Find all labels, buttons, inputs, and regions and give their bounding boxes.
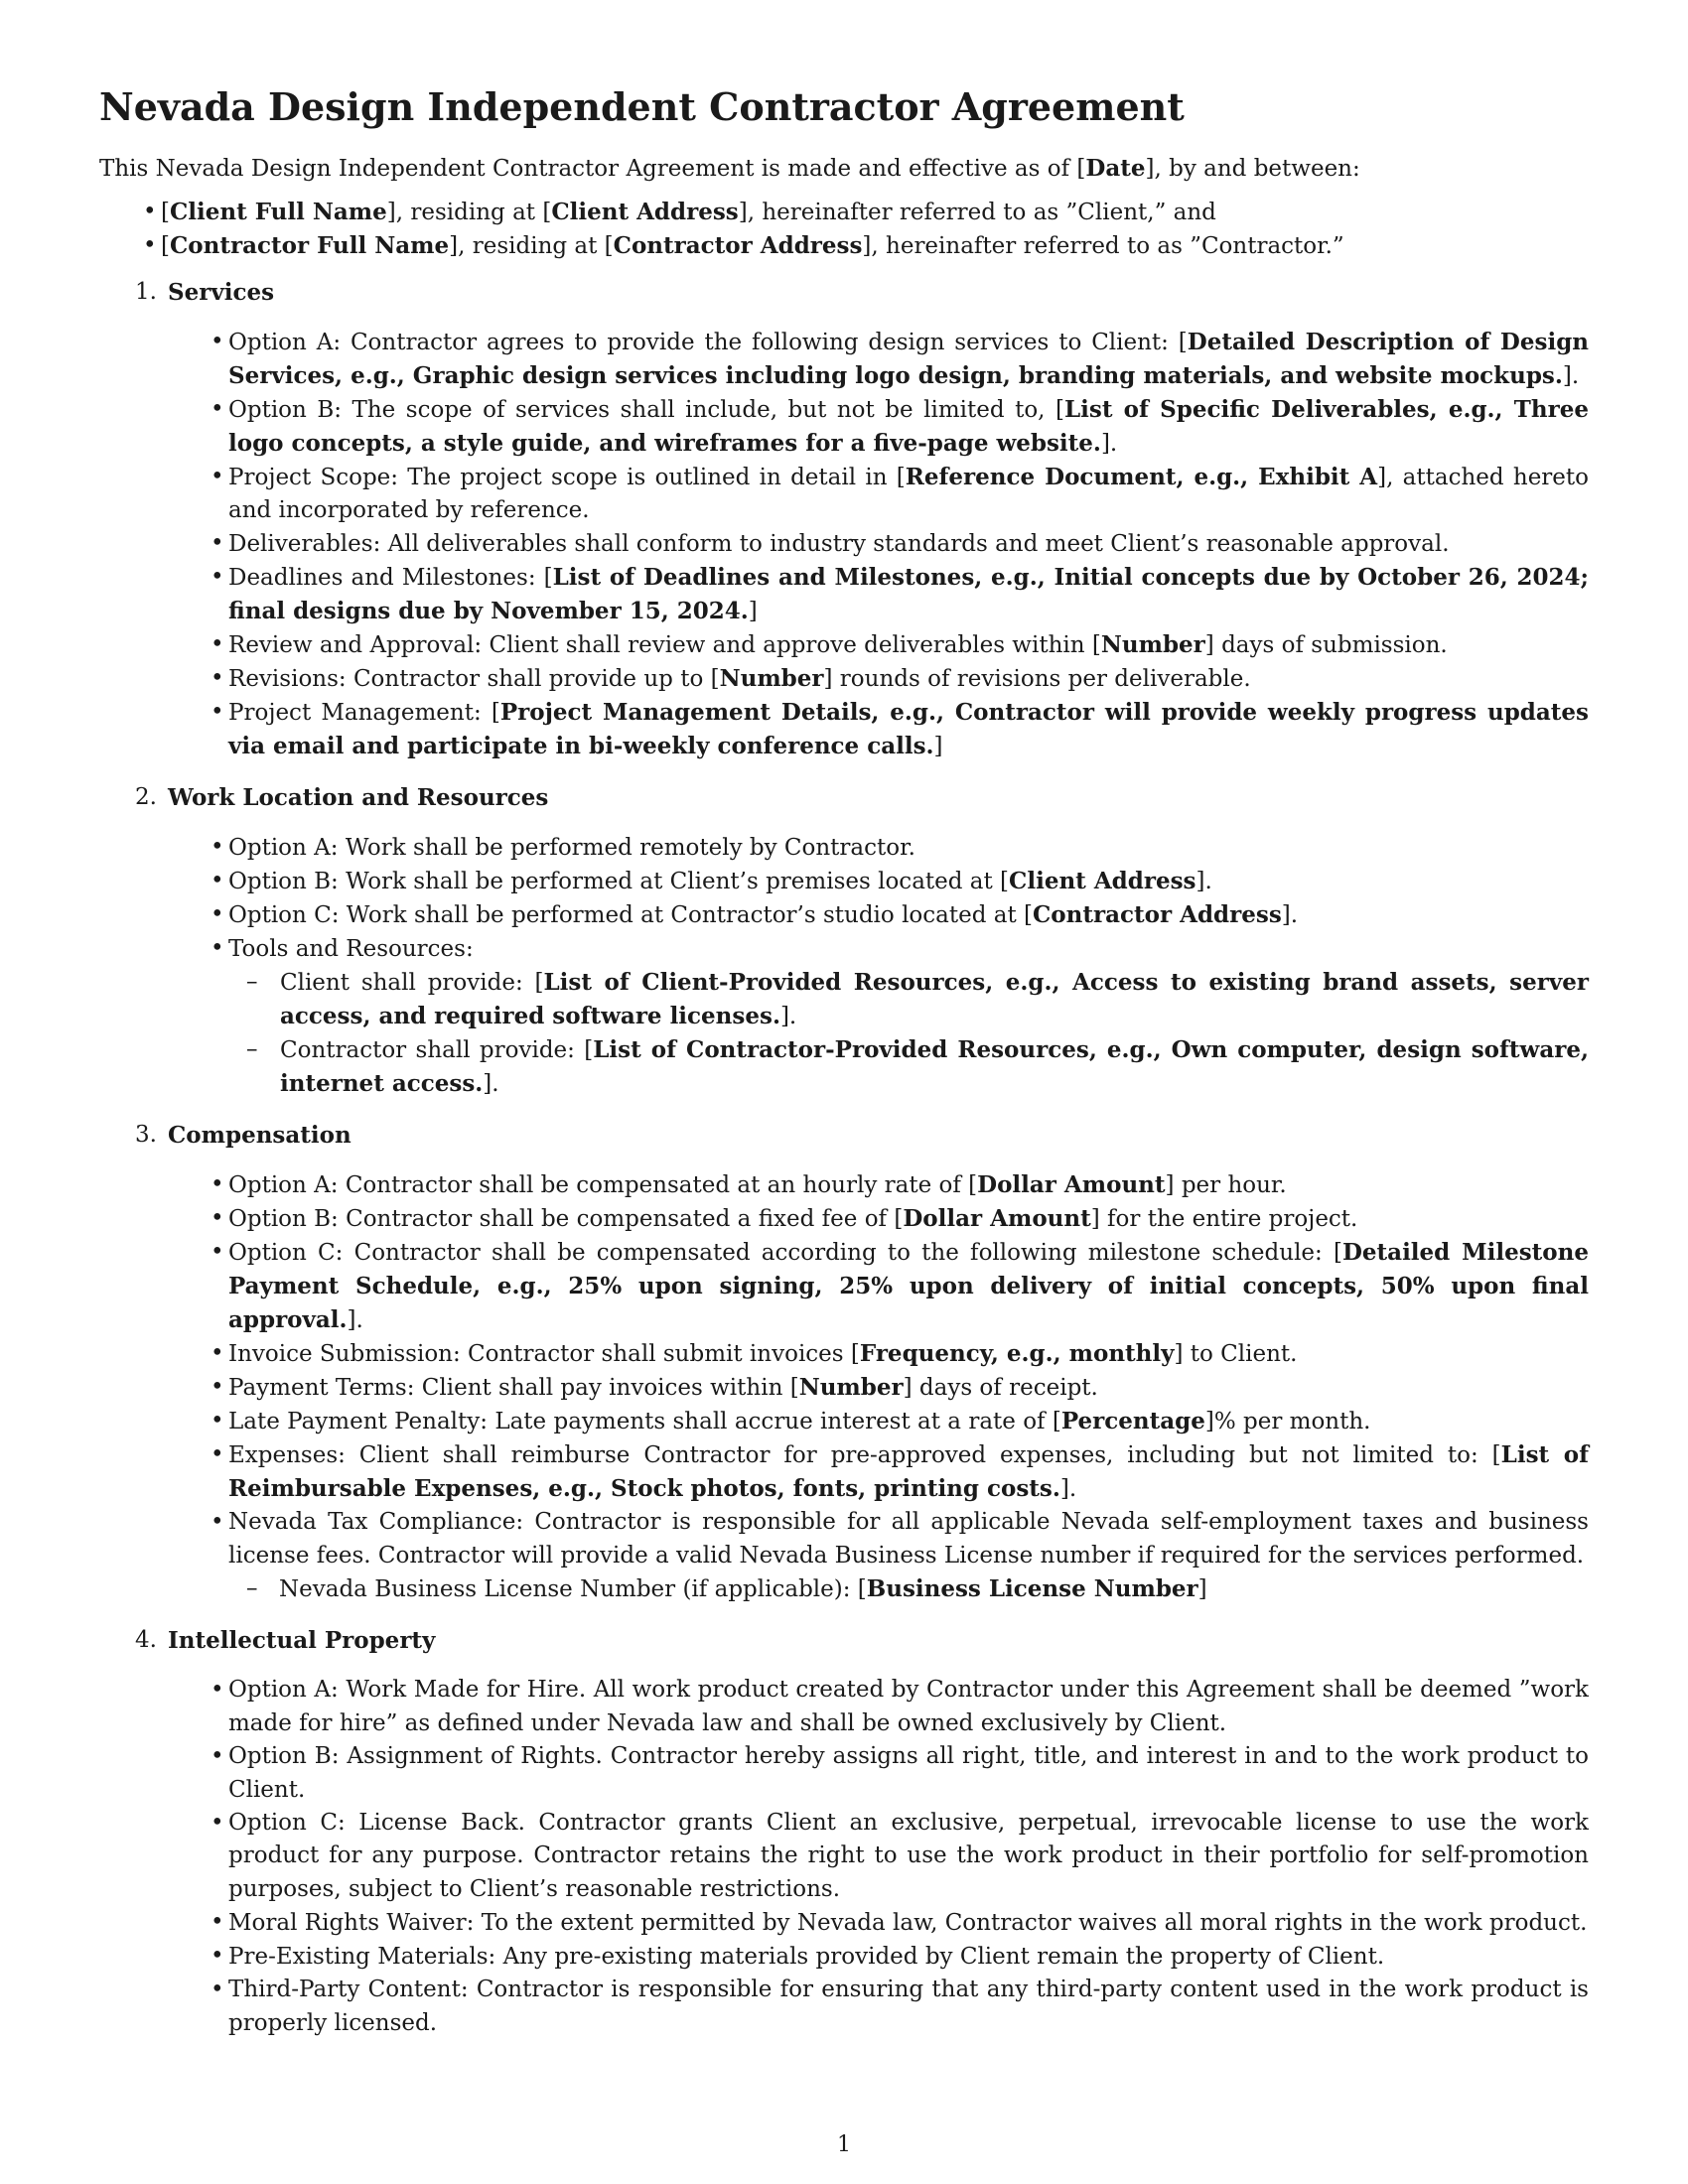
section-heading: [99, 781, 1589, 814]
placeholder-text: List of Client-Provided Resources, e.g., Access to existing brand assets, server access, and required software licenses.: [280, 969, 1589, 1029]
party-contractor: • [Contractor Full Name], residing at [Contractor Address], hereinafter referred to as ”Contractor.”: [99, 229, 1589, 263]
parties-list: [99, 196, 1589, 263]
item-text: Option B: Contractor shall be compensated a fixed fee of [: [228, 1206, 904, 1232]
list-item: [99, 628, 1589, 662]
item-text: Option C: Work shall be performed at Contractor’s studio located at [: [228, 902, 1033, 928]
list-item: [99, 1405, 1589, 1438]
list-item: [99, 1807, 1589, 1906]
section-heading: [99, 1119, 1589, 1152]
party-client: • [Client Full Name], residing at [Client Address], hereinafter referred to as ”Client,” and: [99, 196, 1589, 229]
placeholder-text: Detailed Milestone Payment Schedule, e.g., 25% upon signing, 25% upon delivery of initial concepts, 50% upon final approval.: [228, 1239, 1590, 1333]
list-item: [99, 662, 1589, 696]
item-text: Review and Approval: Client shall review and approve deliverables within [: [228, 632, 1101, 658]
list-item: [99, 831, 1589, 865]
item-text: Invoice Submission: Contractor shall submit invoices [: [228, 1341, 860, 1367]
item-text: Option A: Work Made for Hire. All work product created by Contractor under this Agreement shall be deemed ”work made for hire” as defined under Nevada law and shall be owned exclusively by Client.: [228, 1677, 1589, 1736]
sections-list: [99, 276, 1589, 2040]
section-number: 4.: [135, 1627, 157, 1653]
item-text: Option A: Contractor agrees to provide the following design services to Client: [: [228, 330, 1188, 355]
contractor-address-placeholder: Contractor Address: [613, 232, 863, 259]
document-title: Nevada Design Independent Contractor Agreement: [99, 84, 1185, 129]
placeholder-text: Dollar Amount: [977, 1171, 1166, 1198]
item-text: ], attached hereto and incorporated by reference.: [228, 465, 1589, 523]
placeholder-text: Project Management Details, e.g., Contractor will provide weekly progress updates via email and participate in bi-weekly conference calls.: [228, 699, 1589, 759]
placeholder-text: Dollar Amount: [903, 1205, 1091, 1232]
client-address-placeholder: Client Address: [551, 199, 739, 225]
placeholder-text: Reference Document, e.g., Exhibit A: [905, 464, 1378, 490]
item-text: ].: [1100, 431, 1118, 457]
document-page: [99, 84, 1589, 2058]
section-number: 1.: [135, 279, 157, 305]
placeholder-text: List of Reimbursable Expenses, e.g., Stock photos, fonts, printing costs.: [228, 1441, 1589, 1502]
item-text: ]: [933, 734, 943, 759]
item-text: Deliverables: All deliverables shall conform to industry standards and meet Client’s reasonable approval.: [228, 531, 1450, 557]
item-text: Option C: Contractor shall be compensated according to the following milestone schedule: [: [228, 1240, 1342, 1266]
placeholder-text: Contractor Address: [1033, 901, 1282, 928]
item-text: Nevada Business License Number (if applicable): [: [279, 1576, 867, 1602]
list-item: [99, 1236, 1589, 1337]
placeholder-text: List of Deadlines and Milestones, e.g., Initial concepts due by October 26, 2024; final designs due by November 15, 2024.: [228, 564, 1590, 624]
item-text: Option B: Assignment of Rights. Contractor hereby assigns all right, title, and interest in and to the work product to Client.: [228, 1743, 1589, 1803]
list-item: [99, 696, 1589, 763]
list-item: [99, 932, 1589, 1101]
section-4: [99, 1624, 1589, 2040]
list-item: [228, 1572, 1589, 1606]
item-text: Revisions: Contractor shall provide up to [: [228, 666, 720, 692]
item-text: Project Management: [: [228, 700, 500, 726]
list-item: [99, 1906, 1589, 1940]
section-number: 2.: [135, 784, 157, 810]
client-name-placeholder: Client Full Name: [169, 199, 387, 225]
section-items: [99, 1168, 1589, 1606]
placeholder-text: Number: [798, 1374, 904, 1401]
item-text: ] rounds of revisions per deliverable.: [823, 666, 1251, 692]
placeholder-text: Client Address: [1009, 868, 1196, 894]
section-1: [99, 276, 1589, 763]
section-title: Services: [168, 279, 275, 306]
section-heading: [99, 1624, 1589, 1657]
item-text: Option A: Work shall be performed remotely by Contractor.: [228, 835, 915, 861]
list-item: [99, 1974, 1589, 2040]
section-title: Compensation: [168, 1122, 352, 1149]
item-text: ].: [347, 1307, 363, 1333]
intro-text-after: ], by and between:: [1145, 156, 1360, 182]
item-text: ] for the entire project.: [1090, 1206, 1358, 1232]
item-text: Moral Rights Waiver: To the extent permitted by Nevada law, Contractor waives all moral rights in the work product.: [228, 1910, 1588, 1936]
list-item: [99, 561, 1589, 628]
item-text: ] to Client.: [1174, 1341, 1298, 1367]
placeholder-text: Number: [1100, 631, 1205, 658]
item-text: ]: [1197, 1576, 1207, 1602]
item-text: ].: [1562, 363, 1580, 389]
placeholder-text: Detailed Description of Design Services, e.g., Graphic design services including logo design, branding materials, and website mockups.: [228, 329, 1590, 389]
list-item: [99, 1740, 1589, 1807]
item-text: ] days of receipt.: [903, 1375, 1098, 1401]
placeholder-text: List of Contractor-Provided Resources, e.g., Own computer, design software, internet access.: [280, 1036, 1589, 1097]
item-text: ] per hour.: [1165, 1172, 1287, 1198]
item-text: Expenses: Client shall reimburse Contractor for pre-approved expenses, including but not limited to: [: [228, 1442, 1501, 1468]
section-number: 3.: [135, 1122, 157, 1148]
list-item: [99, 1438, 1589, 1506]
date-placeholder: Date: [1085, 155, 1146, 182]
section-items: [99, 326, 1589, 763]
item-text: Pre-Existing Materials: Any pre-existing materials provided by Client remain the property of Client.: [228, 1944, 1385, 1970]
list-item: [99, 865, 1589, 898]
page-number: 1: [837, 2132, 851, 2157]
item-text: ].: [483, 1071, 499, 1097]
item-text: Option B: Work shall be performed at Client’s premises located at [: [228, 869, 1010, 894]
list-item: [99, 461, 1589, 527]
placeholder-text: List of Specific Deliverables, e.g., Three logo concepts, a style guide, and wireframes for a five-page website.: [228, 396, 1589, 457]
section-items: [99, 1674, 1589, 2040]
item-text: Project Scope: The project scope is outlined in detail in [: [228, 465, 906, 490]
placeholder-text: Frequency, e.g., monthly: [859, 1340, 1175, 1367]
nested-items: [228, 966, 1589, 1101]
list-item: [99, 393, 1589, 461]
section-3: [99, 1119, 1589, 1606]
contractor-name-placeholder: Contractor Full Name: [169, 232, 450, 259]
list-item: [99, 527, 1589, 561]
section-2: [99, 781, 1589, 1101]
section-heading: [99, 276, 1589, 309]
item-text: ] days of submission.: [1204, 632, 1448, 658]
list-item: [99, 326, 1589, 393]
placeholder-text: Percentage: [1060, 1408, 1205, 1434]
list-item: [228, 1033, 1589, 1101]
item-text: Deadlines and Milestones: [: [228, 565, 553, 591]
item-text: Tools and Resources:: [228, 936, 474, 962]
item-text: Contractor shall provide: [: [280, 1037, 594, 1063]
item-text: ].: [1281, 902, 1299, 928]
list-item: [99, 1337, 1589, 1371]
item-text: ]% per month.: [1204, 1409, 1371, 1434]
list-item: [99, 1674, 1589, 1740]
item-text: Client shall provide: [: [280, 970, 544, 996]
item-text: Third-Party Content: Contractor is responsible for ensuring that any third-party content used in the work product is properly licensed.: [228, 1977, 1589, 2036]
placeholder-text: Number: [719, 665, 824, 692]
list-item: [99, 1202, 1589, 1236]
item-text: Option C: License Back. Contractor grants Client an exclusive, perpetual, irrevocable license to use the work product for any purpose. Contractor retains the right to use the work product in their portfolio for self-promotion purposes, subject to Client’s reasonable restrictions.: [228, 1810, 1589, 1902]
nested-items: [228, 1572, 1589, 1606]
intro-text-before: This Nevada Design Independent Contractor Agreement is made and effective as of [: [99, 156, 1086, 182]
item-text: Nevada Tax Compliance: Contractor is responsible for all applicable Nevada self-employment taxes and business license fees. Contractor will provide a valid Nevada Business License number if required for the services performed.: [228, 1509, 1589, 1569]
section-items: [99, 831, 1589, 1101]
list-item: [99, 1506, 1589, 1606]
list-item: [228, 966, 1589, 1033]
item-text: Late Payment Penalty: Late payments shall accrue interest at a rate of [: [228, 1409, 1061, 1434]
list-item: [99, 1371, 1589, 1405]
item-text: ].: [1059, 1476, 1077, 1502]
section-title: Intellectual Property: [168, 1627, 436, 1654]
item-text: ]: [748, 599, 758, 624]
item-text: ].: [779, 1004, 797, 1029]
list-item: [99, 898, 1589, 932]
item-text: ].: [1196, 869, 1212, 894]
intro-paragraph: [99, 152, 1589, 186]
placeholder-text: Business License Number: [866, 1575, 1198, 1602]
item-text: Option A: Contractor shall be compensated at an hourly rate of [: [228, 1172, 978, 1198]
list-item: [99, 1168, 1589, 1202]
list-item: [99, 1940, 1589, 1974]
item-text: Option B: The scope of services shall include, but not be limited to, [: [228, 397, 1064, 423]
section-title: Work Location and Resources: [168, 784, 549, 811]
item-text: Payment Terms: Client shall pay invoices within [: [228, 1375, 799, 1401]
